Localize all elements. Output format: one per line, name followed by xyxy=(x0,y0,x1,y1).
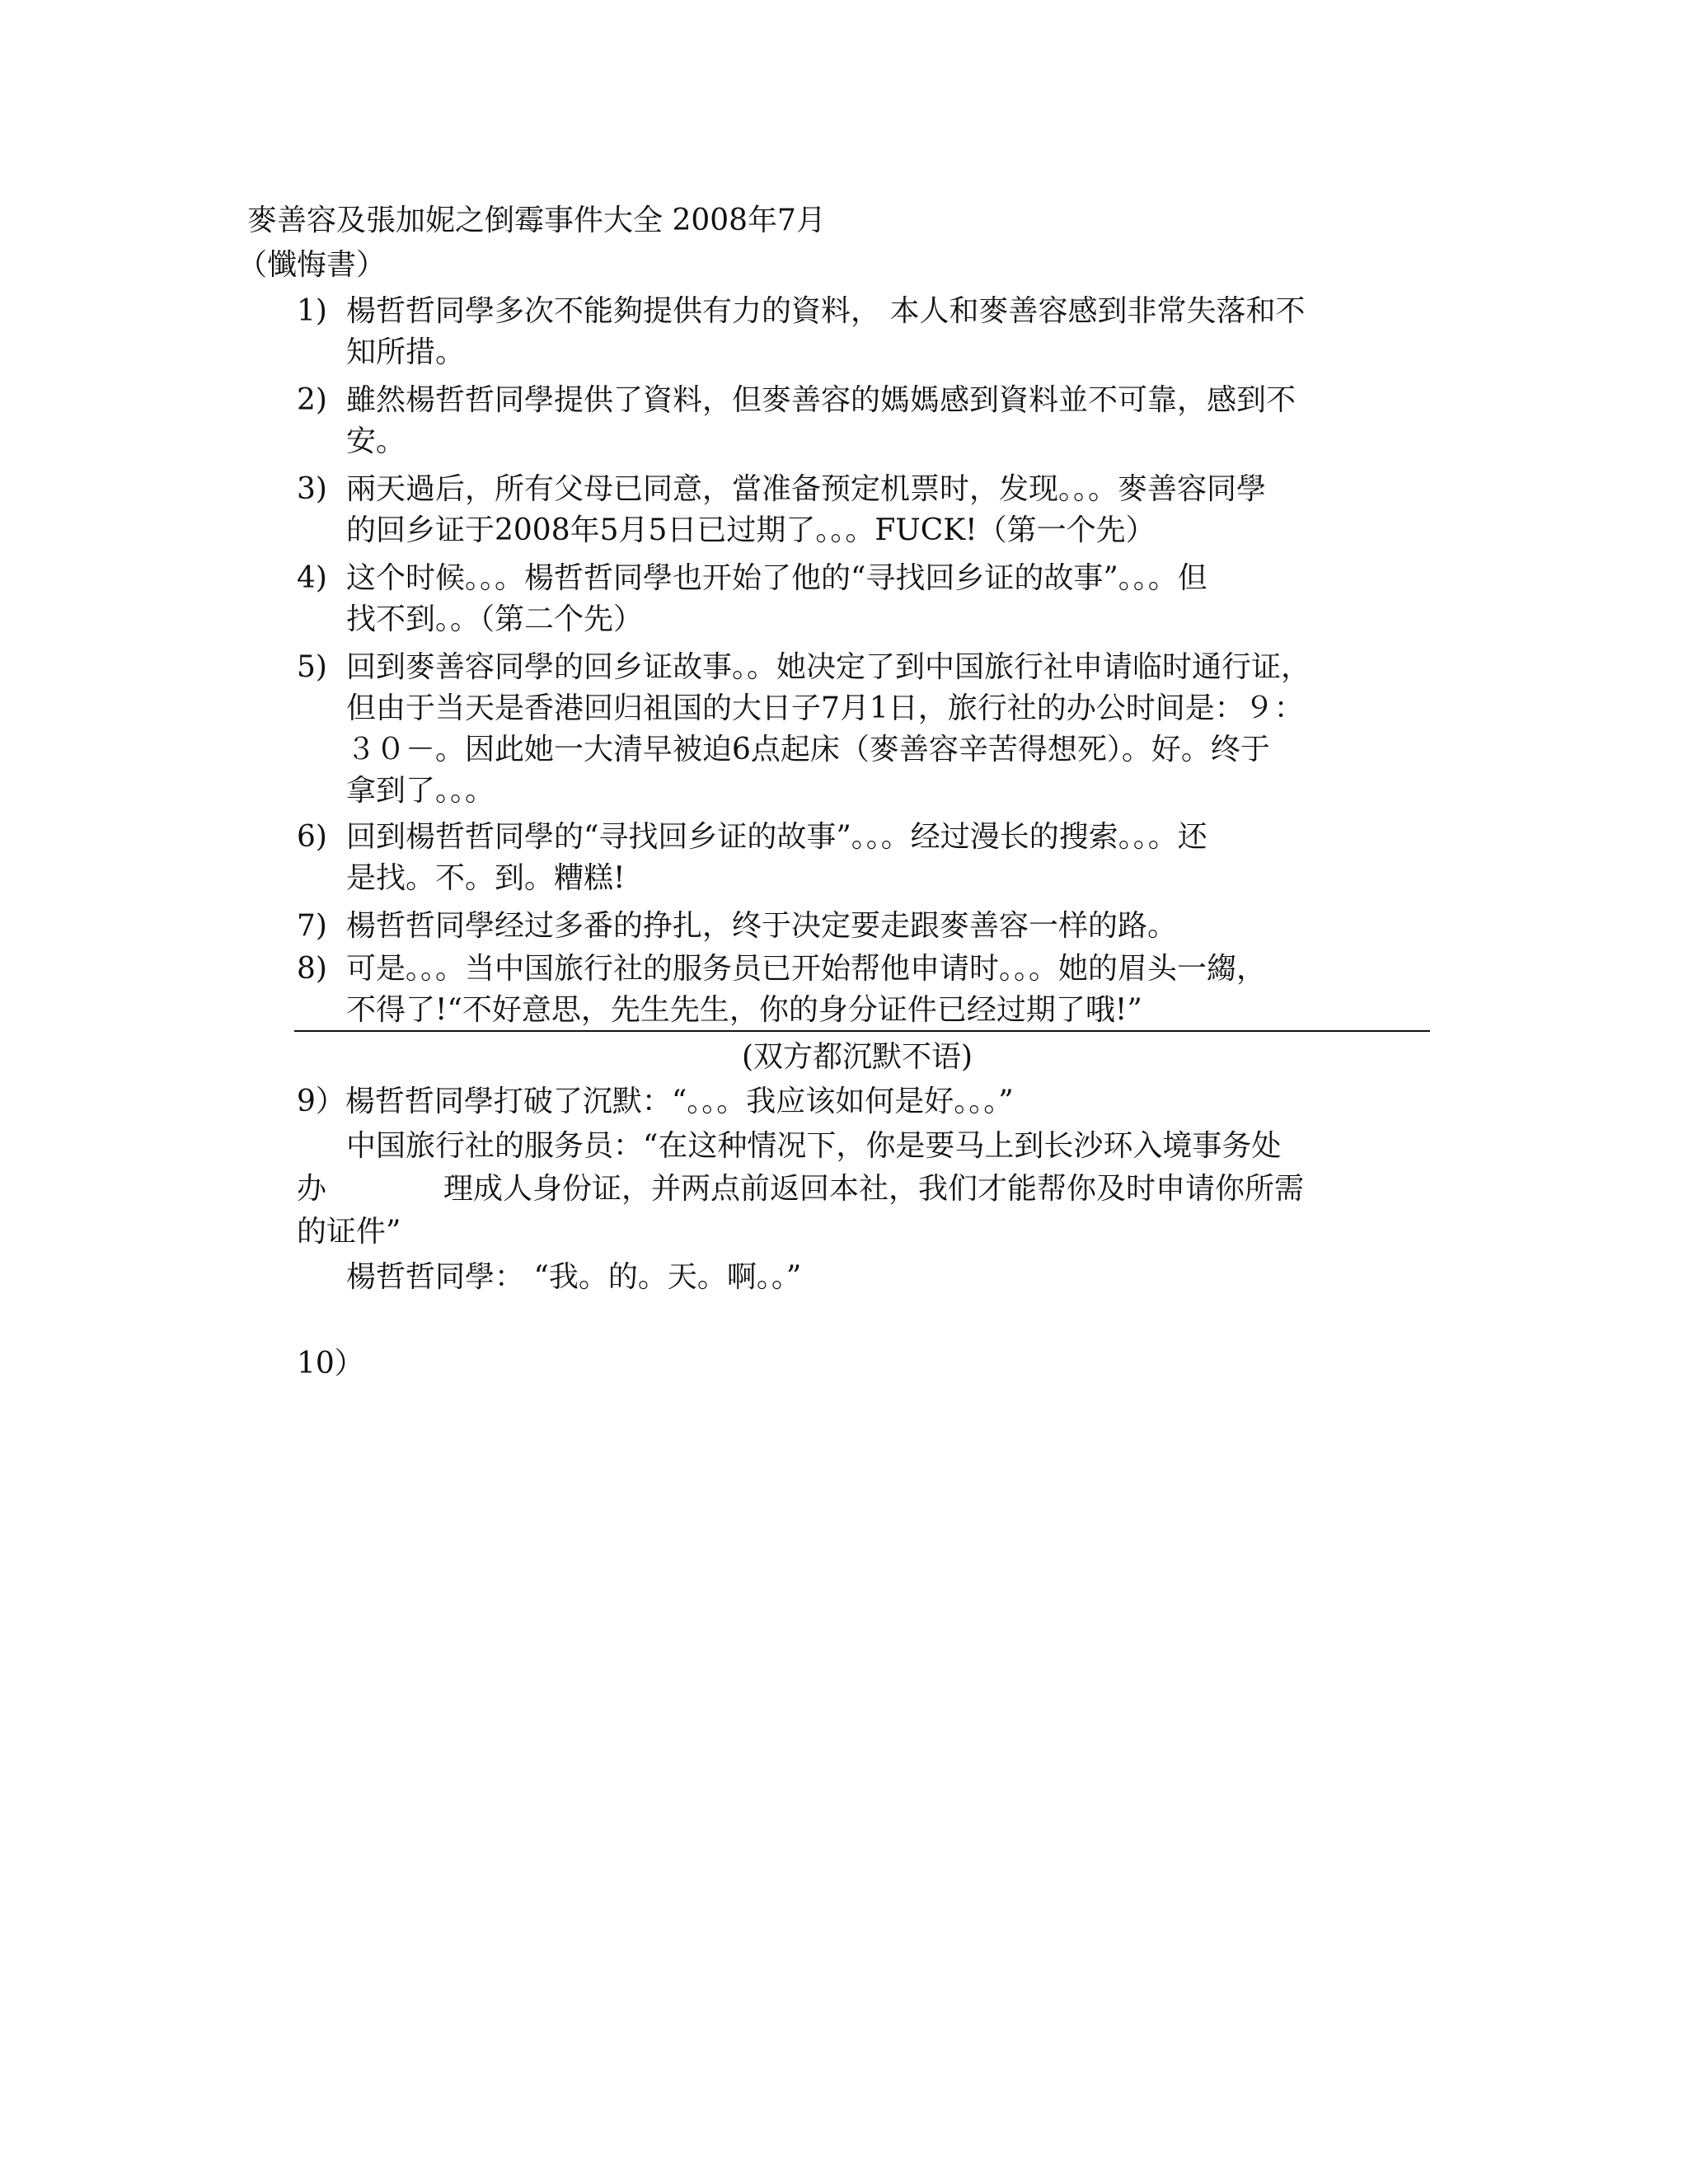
document-title: 麥善容及張加妮之倒霉事件大全 2008年7月 xyxy=(247,204,826,237)
list-item-line: 是找。不。到。糟糕! xyxy=(346,861,626,895)
list-item-1 xyxy=(297,291,1418,373)
list-item-line: 回到麥善容同學的回乡证故事。。她决定了到中国旅行社申请临时通行证， xyxy=(346,650,1311,684)
list-item-line: 雖然楊哲哲同學提供了資料，但麥善容的媽媽感到資料並不可靠，感到不 xyxy=(346,383,1296,417)
list-item-number: 8) xyxy=(297,952,327,986)
list-item-4 xyxy=(297,558,1418,640)
list-item-line: 知所措。 xyxy=(346,335,466,369)
clerk-line-1: 中国旅行社的服务员：“在这种情况下，你是要马上到长沙环入境事务处 xyxy=(346,1129,1282,1163)
list-item-3 xyxy=(297,469,1418,551)
list-item-line: ３０－。因此她一大清早被迫6点起床（麥善容辛苦得想死）。好。终于 xyxy=(346,733,1270,766)
list-item-number: 4) xyxy=(297,561,327,595)
list-item-number: 6) xyxy=(297,820,327,854)
list-item-number: 2) xyxy=(297,383,327,417)
list-item-line: 兩天過后，所有父母已同意，當准备预定机票时，发现。。。麥善容同學 xyxy=(346,472,1267,506)
list-item-line: 的回乡证于2008年5月5日已过期了。。。FUCK!（第一个先） xyxy=(346,513,1156,547)
list-item-line: 可是。。。当中国旅行社的服务员已开始帮他申请时。。。她的眉头一縐， xyxy=(346,952,1267,986)
list-item-7 xyxy=(297,906,1418,947)
list-item-5 xyxy=(297,647,1418,812)
list-item-line: 回到楊哲哲同學的“寻找回乡证的故事”。。。经过漫长的搜索。。。还 xyxy=(346,820,1207,854)
list-item-line: 安。 xyxy=(346,424,406,458)
list-item-line: 楊哲哲同學经过多番的挣扎，终于决定要走跟麥善容一样的路。 xyxy=(346,909,1178,943)
list-item-line: 不得了!“不好意思，先生先生，你的身分证件已经过期了哦!” xyxy=(346,993,1142,1027)
list-item-number: 1) xyxy=(297,294,327,328)
list-item-line: 拿到了。。。 xyxy=(346,774,495,808)
list-item-line: 但由于当天是香港回归祖国的大日子7月1日，旅行社的办公时间是：９： xyxy=(346,691,1304,725)
item-9: 9）楊哲哲同學打破了沉默：“。。。我应该如何是好。。。” xyxy=(297,1085,1014,1118)
list-item-line: 这个时候。。。楊哲哲同學也开始了他的“寻找回乡证的故事”。。。但 xyxy=(346,561,1207,595)
list-item-6 xyxy=(297,817,1418,899)
clerk-line-3: 的证件” xyxy=(297,1215,401,1249)
list-item-2 xyxy=(297,380,1418,462)
list-item-line: 楊哲哲同學多次不能夠提供有力的資料， 本人和麥善容感到非常失落和不 xyxy=(346,294,1306,328)
list-item-line: 找不到。。（第二个先） xyxy=(346,602,644,636)
horizontal-rule xyxy=(294,1030,1430,1032)
clerk-line-2-start: 办 xyxy=(297,1172,327,1206)
silence-note: (双方都沉默不语) xyxy=(742,1040,973,1074)
list-item-number: 3) xyxy=(297,472,327,506)
list-item-number: 7) xyxy=(297,909,327,943)
item-10: 10） xyxy=(297,1347,364,1380)
reply-line: 楊哲哲同學： “我。的。天。啊。。” xyxy=(346,1260,802,1294)
list-item-number: 5) xyxy=(297,650,327,684)
list-item-8 xyxy=(297,949,1418,1031)
clerk-line-2-rest: 理成人身份证，并两点前返回本社，我们才能帮你及时申请你所需 xyxy=(443,1172,1305,1206)
document-subtitle: （懺悔書） xyxy=(237,248,387,282)
